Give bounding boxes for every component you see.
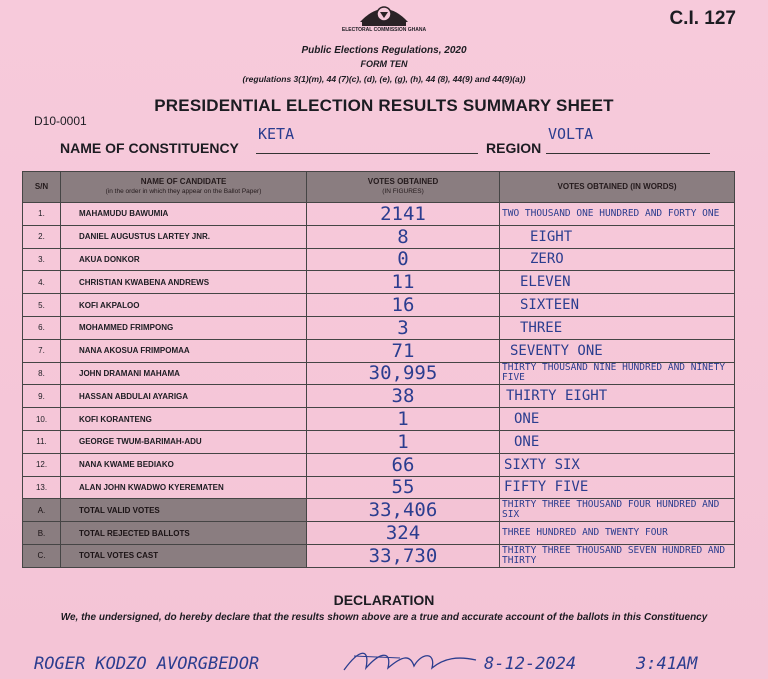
declaration-heading: DECLARATION: [333, 592, 435, 608]
votes-words: THIRTY THOUSAND NINE HUNDRED AND NINETY FIVE: [500, 362, 735, 385]
total-row: [23, 522, 735, 545]
form-name: FORM TEN: [360, 59, 408, 69]
region-value: VOLTA: [548, 125, 594, 143]
table-row: [23, 476, 735, 499]
col-header-words: VOTES OBTAINED (IN WORDS): [500, 172, 735, 203]
votes-words: SIXTEEN: [500, 294, 735, 317]
total-label: TOTAL VOTES CAST: [61, 544, 307, 567]
total-figures: 33,406: [307, 499, 500, 522]
col-header-sn: S/N: [23, 172, 61, 203]
row-sn: 12.: [23, 453, 61, 476]
votes-words: FIFTY FIVE: [500, 476, 735, 499]
votes-figures: 2141: [307, 203, 500, 226]
candidate-name: NANA KWAME BEDIAKO: [61, 453, 307, 476]
row-sn: 2.: [23, 225, 61, 248]
candidate-name: MAHAMUDU BAWUMIA: [61, 203, 307, 226]
crest-caption: ELECTORAL COMMISSION GHANA: [341, 27, 427, 33]
col-header-figures-sub: (IN FIGURES): [382, 188, 424, 195]
table-row: [23, 225, 735, 248]
votes-words: SEVENTY ONE: [500, 339, 735, 362]
row-sn: 1.: [23, 203, 61, 226]
votes-figures: 3: [307, 316, 500, 339]
candidate-name: DANIEL AUGUSTUS LARTEY JNR.: [61, 225, 307, 248]
row-sn: 5.: [23, 294, 61, 317]
votes-words: THIRTY EIGHT: [500, 385, 735, 408]
candidate-name: MOHAMMED FRIMPONG: [61, 316, 307, 339]
signature-time: 3:41AM: [636, 654, 698, 674]
candidate-name: GEORGE TWUM-BARIMAH-ADU: [61, 430, 307, 453]
regulations-title: Public Elections Regulations, 2020: [301, 45, 467, 56]
col-header-name: [61, 172, 307, 203]
votes-figures: 8: [307, 225, 500, 248]
results-table: [22, 171, 735, 568]
votes-figures: 30,995: [307, 362, 500, 385]
electoral-commission-crest-icon: [352, 0, 416, 28]
col-header-figures-label: VOTES OBTAINED: [367, 177, 439, 186]
row-sn: 11.: [23, 430, 61, 453]
total-words: THIRTY THREE THOUSAND FOUR HUNDRED AND SIX: [500, 499, 735, 522]
row-sn: 9.: [23, 385, 61, 408]
votes-figures: 0: [307, 248, 500, 271]
votes-figures: 16: [307, 294, 500, 317]
candidate-name: CHRISTIAN KWABENA ANDREWS: [61, 271, 307, 294]
total-sn: C.: [23, 544, 61, 567]
table-row: [23, 339, 735, 362]
votes-words: ZERO: [500, 248, 735, 271]
votes-figures: 66: [307, 453, 500, 476]
votes-figures: 55: [307, 476, 500, 499]
votes-words: ONE: [500, 408, 735, 431]
table-row: [23, 453, 735, 476]
votes-words: ONE: [500, 430, 735, 453]
total-sn: B.: [23, 522, 61, 545]
constituency-line: [256, 153, 478, 154]
table-row: [23, 316, 735, 339]
row-sn: 8.: [23, 362, 61, 385]
constituency-value: KETA: [258, 125, 295, 143]
table-row: [23, 294, 735, 317]
candidate-name: AKUA DONKOR: [61, 248, 307, 271]
candidate-name: ALAN JOHN KWADWO KYEREMATEN: [61, 476, 307, 499]
votes-figures: 1: [307, 430, 500, 453]
candidate-name: KOFI AKPALOO: [61, 294, 307, 317]
regulations-reference: (regulations 3(1)(m), 44 (7)(c), (d), (e), (g), (h), 44 (8), 44(9) and 44(9)(a)): [242, 74, 526, 84]
col-header-name-label: NAME OF CANDIDATE: [140, 177, 227, 186]
signature-date: 8-12-2024: [484, 654, 577, 674]
votes-words: EIGHT: [500, 225, 735, 248]
row-sn: 13.: [23, 476, 61, 499]
total-figures: 33,730: [307, 544, 500, 567]
table-row: [23, 408, 735, 431]
form-code: D10-0001: [34, 114, 87, 128]
signatory-name: ROGER KODZO AVORGBEDOR: [34, 654, 260, 674]
total-sn: A.: [23, 499, 61, 522]
sheet-title: PRESIDENTIAL ELECTION RESULTS SUMMARY SHEET: [154, 96, 614, 115]
votes-words: THREE: [500, 316, 735, 339]
votes-words: SIXTY SIX: [500, 453, 735, 476]
votes-figures: 71: [307, 339, 500, 362]
total-figures: 324: [307, 522, 500, 545]
declaration-text: We, the undersigned, do hereby declare that the results shown above are a true and accurate account of the ballots in this Constituency: [60, 612, 708, 623]
total-row: [23, 499, 735, 522]
table-row: [23, 203, 735, 226]
row-sn: 7.: [23, 339, 61, 362]
candidate-name: KOFI KORANTENG: [61, 408, 307, 431]
table-row: [23, 248, 735, 271]
votes-words: TWO THOUSAND ONE HUNDRED AND FORTY ONE: [500, 203, 735, 226]
total-row: [23, 544, 735, 567]
row-sn: 3.: [23, 248, 61, 271]
table-row: [23, 271, 735, 294]
ci-number: C.I. 127: [669, 8, 736, 29]
handwritten-signature-icon: [340, 646, 480, 676]
table-row: [23, 430, 735, 453]
votes-figures: 11: [307, 271, 500, 294]
region-label: REGION: [486, 140, 542, 156]
total-label: TOTAL REJECTED BALLOTS: [61, 522, 307, 545]
votes-words: ELEVEN: [500, 271, 735, 294]
total-label: TOTAL VALID VOTES: [61, 499, 307, 522]
table-row: [23, 362, 735, 385]
total-words: THIRTY THREE THOUSAND SEVEN HUNDRED AND THIRTY: [500, 544, 735, 567]
col-header-figures: [307, 172, 500, 203]
votes-figures: 1: [307, 408, 500, 431]
total-words: THREE HUNDRED AND TWENTY FOUR: [500, 522, 735, 545]
constituency-label: NAME OF CONSTITUENCY: [60, 140, 239, 156]
table-header-row: [23, 172, 735, 203]
candidate-name: NANA AKOSUA FRIMPOMAA: [61, 339, 307, 362]
row-sn: 4.: [23, 271, 61, 294]
row-sn: 6.: [23, 316, 61, 339]
table-row: [23, 385, 735, 408]
col-header-name-sub: (in the order in which they appear on the Ballot Paper): [105, 188, 262, 195]
row-sn: 10.: [23, 408, 61, 431]
votes-figures: 38: [307, 385, 500, 408]
candidate-name: HASSAN ABDULAI AYARIGA: [61, 385, 307, 408]
candidate-name: JOHN DRAMANI MAHAMA: [61, 362, 307, 385]
region-line: [546, 153, 710, 154]
